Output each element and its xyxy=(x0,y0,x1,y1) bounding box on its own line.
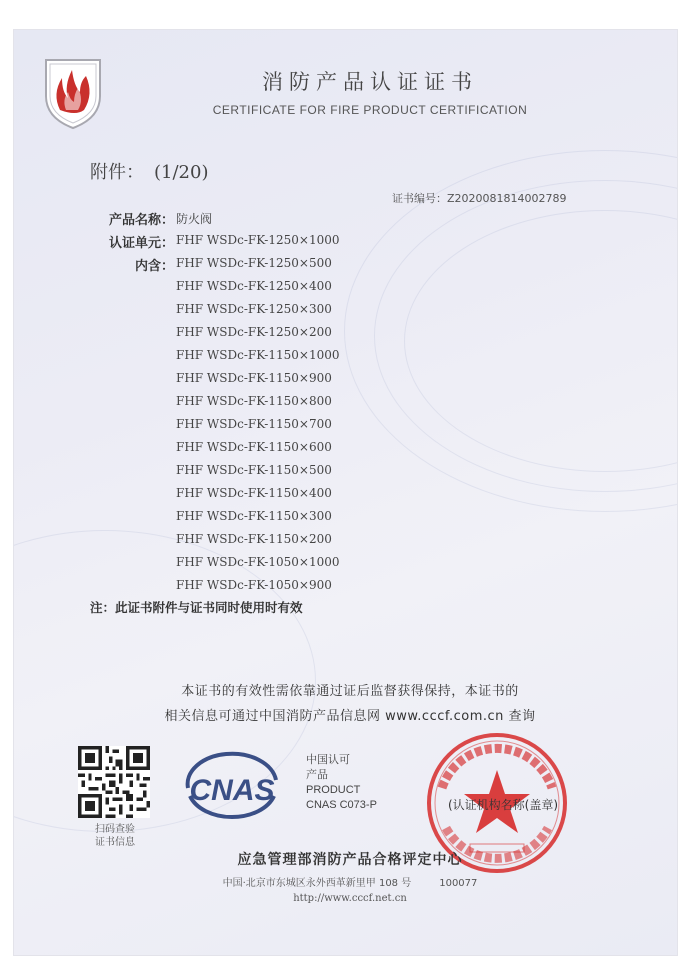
model-item: FHF WSDc-FK-1150×500 xyxy=(176,463,332,477)
model-item: FHF WSDc-FK-1150×1000 xyxy=(176,348,340,362)
product-name-label: 产品名称： xyxy=(108,213,174,228)
model-item: FHF WSDc-FK-1150×800 xyxy=(176,394,332,408)
model-item: FHF WSDc-FK-1250×500 xyxy=(176,256,332,270)
certificate-title: 消防产品认证证书 xyxy=(262,70,478,94)
model-item: FHF WSDc-FK-1250×200 xyxy=(176,325,332,339)
qr-caption-line-1: 扫码查验 xyxy=(95,824,135,835)
statement-line-2: 相关信息可通过中国消防产品信息网 www.cccf.com.cn 查询 xyxy=(164,709,536,724)
certification-unit-value: FHF WSDc-FK-1250×1000 xyxy=(176,233,340,247)
qr-code-icon[interactable] xyxy=(78,746,150,818)
issuer-postcode: 100077 xyxy=(439,878,478,889)
model-item: FHF WSDc-FK-1150×700 xyxy=(176,417,332,431)
issuing-body-signature-label: (认证机构名称(盖章) xyxy=(448,798,559,812)
model-item: FHF WSDc-FK-1150×400 xyxy=(176,486,332,500)
issuer-website-link[interactable]: http://www.cccf.net.cn xyxy=(293,893,407,904)
attachment-label: 附件： xyxy=(90,162,144,183)
qr-caption xyxy=(70,823,160,849)
includes-label: 内含： xyxy=(134,259,174,274)
attachment-heading xyxy=(90,158,208,184)
cnas-line-1: 中国认可 xyxy=(306,754,350,766)
statement-line-1: 本证书的有效性需依靠通过证后监督获得保持，本证书的 xyxy=(181,684,519,699)
cnas-logo-text: CNAS xyxy=(189,774,275,807)
model-item: FHF WSDc-FK-1150×200 xyxy=(176,532,332,546)
qr-caption-line-2: 证书信息 xyxy=(95,837,135,848)
attachment-page-number: (1/20) xyxy=(154,162,209,183)
model-item: FHF WSDc-FK-1150×900 xyxy=(176,371,332,385)
model-item: FHF WSDc-FK-1250×400 xyxy=(176,279,332,293)
cnas-accreditation-text xyxy=(306,753,377,813)
cnas-logo-icon xyxy=(178,750,286,826)
model-item: FHF WSDc-FK-1150×300 xyxy=(176,509,332,523)
product-name-value: 防火阀 xyxy=(176,212,213,226)
cnas-line-2: 产品 xyxy=(306,769,328,781)
cnas-line-4: CNAS C073-P xyxy=(306,799,377,811)
model-item: FHF WSDc-FK-1050×1000 xyxy=(176,555,340,569)
certificate-number: 证书编号：Z2020081814002789 xyxy=(392,192,567,205)
model-item: FHF WSDc-FK-1150×600 xyxy=(176,440,332,454)
model-list xyxy=(176,255,340,600)
validity-note: 注：此证书附件与证书同时使用时有效 xyxy=(90,600,303,615)
cnas-line-3: PRODUCT xyxy=(306,784,361,796)
issuer-street-address: 中国·北京市东城区永外西革新里甲 108 号 xyxy=(222,878,412,889)
model-item: FHF WSDc-FK-1050×900 xyxy=(176,578,332,592)
model-item: FHF WSDc-FK-1250×300 xyxy=(176,302,332,316)
certificate-title-english: CERTIFICATE FOR FIRE PRODUCT CERTIFICATION xyxy=(212,103,528,117)
issuing-authority: 应急管理部消防产品合格评定中心 xyxy=(237,852,463,868)
certification-unit-label: 认证单元： xyxy=(108,236,174,251)
issuer-address xyxy=(0,874,700,889)
